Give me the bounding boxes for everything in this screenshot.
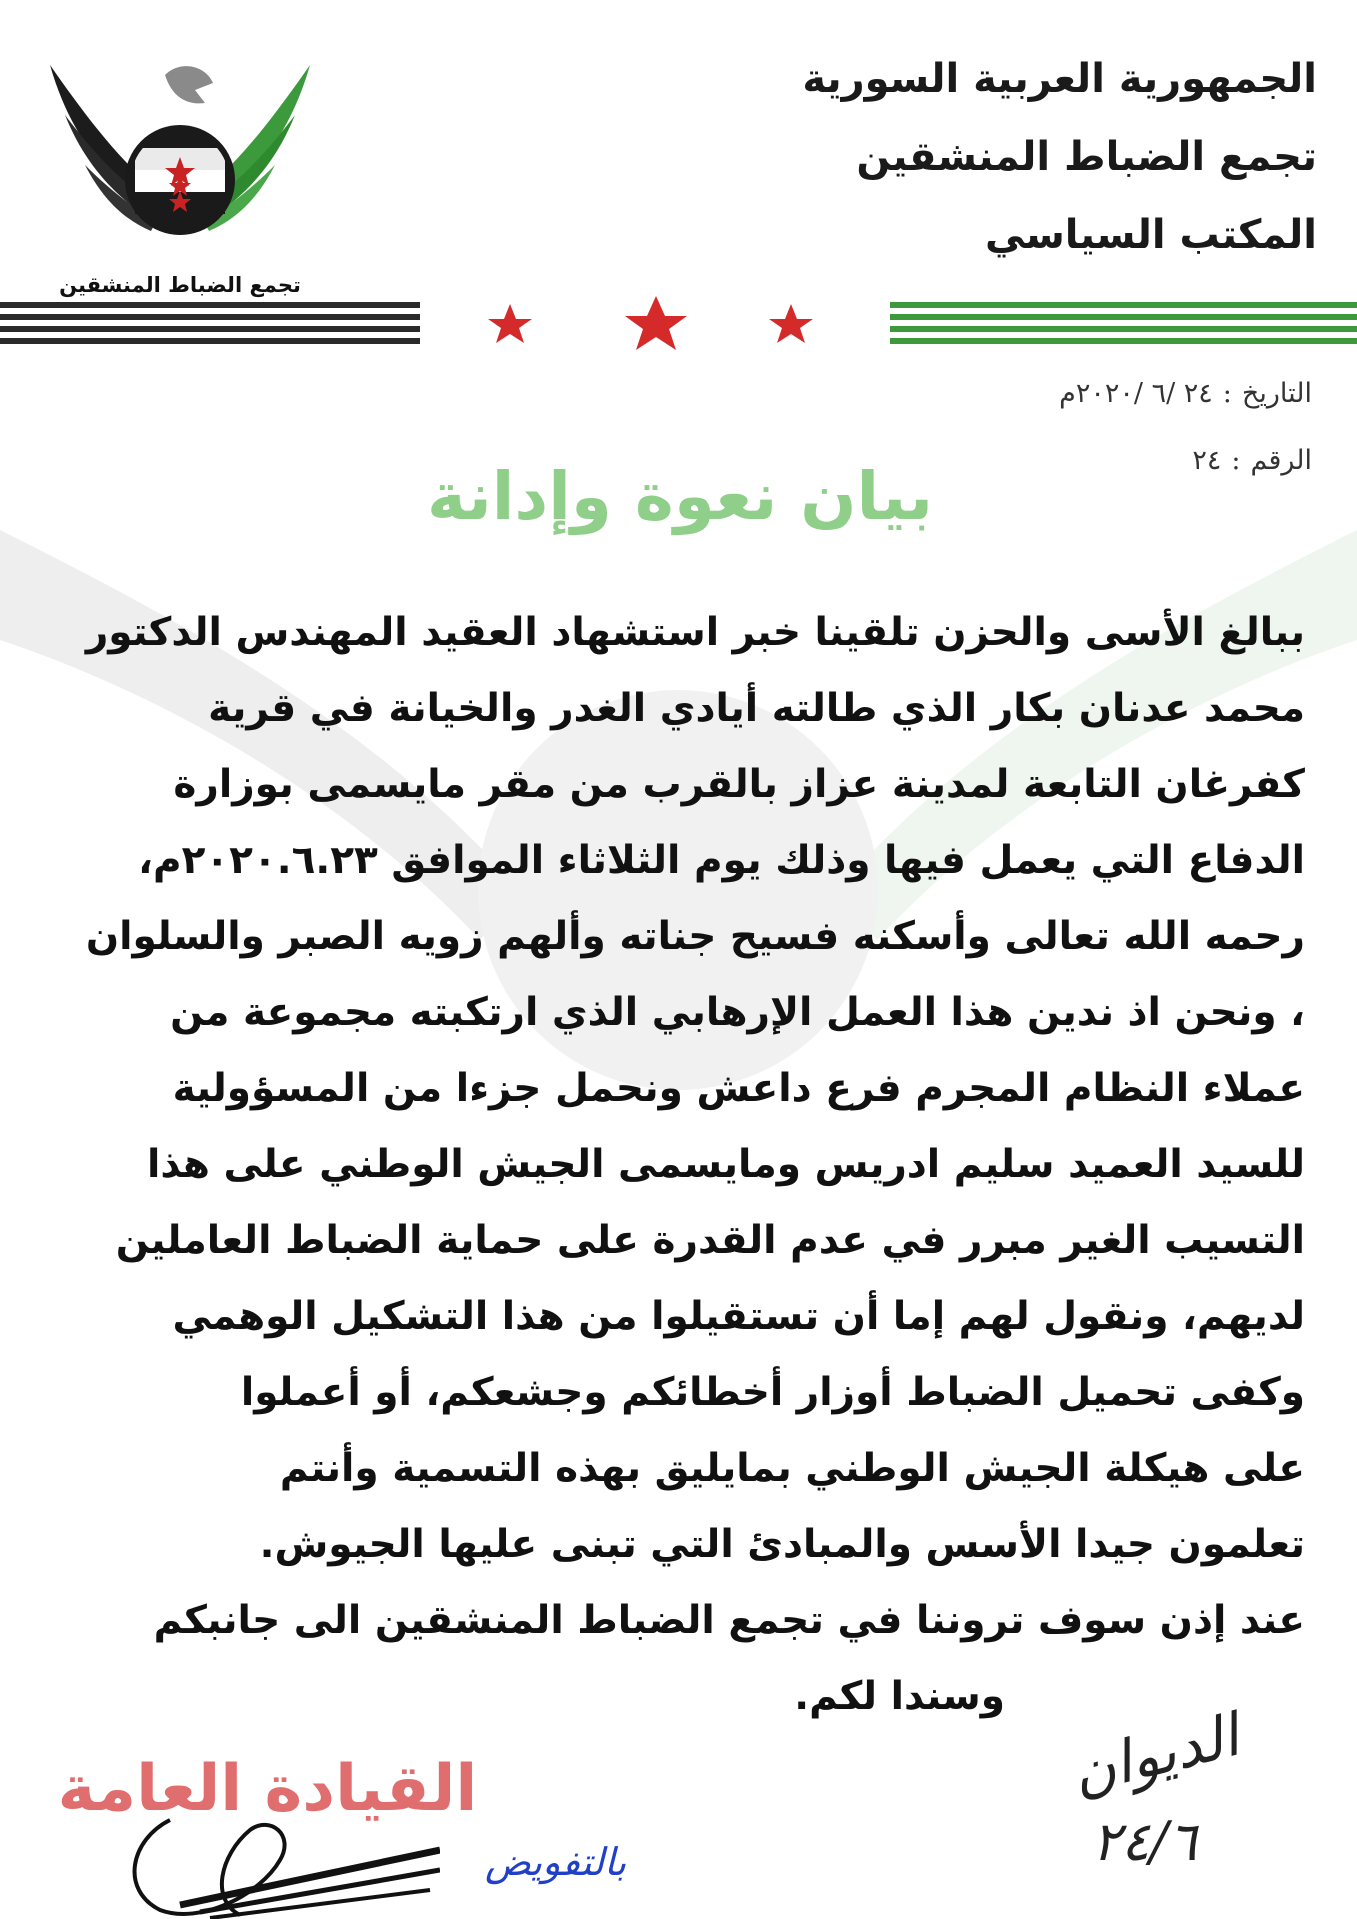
date-value: ٢٤ /٦ /٢٠٢٠م	[1059, 378, 1213, 409]
letterhead-office: المكتب السياسي	[985, 212, 1317, 258]
body-line: رحمه الله تعالى وأسكنه فسيح جناته وألهم زويه الصبر والسلوان	[85, 914, 1305, 959]
reference-number-line: الرقم:٢٤	[1192, 445, 1312, 476]
body-line: للسيد العميد سليم ادريس ومايسمى الجيش الوطني على هذا	[147, 1142, 1305, 1187]
letterhead-country: الجمهورية العربية السورية	[802, 56, 1317, 102]
star-icon	[769, 304, 813, 343]
signature	[110, 1800, 440, 1919]
logo-caption: تجمع الضباط المنشقين	[59, 273, 301, 297]
body-line: التسيب الغير مبرر في عدم القدرة على حماية الضباط العاملين	[115, 1218, 1305, 1263]
body-line: محمد عدنان بكار الذي طالته أيادي الغدر والخيانة في قرية	[208, 686, 1305, 731]
handwritten-registry-note	[977, 1700, 1246, 1900]
handwritten-registry-label: الديوان	[1064, 1701, 1246, 1808]
body-line: وكفى تحميل الضباط أوزار أخطائكم وجشعكم، أو أعملوا	[240, 1370, 1305, 1415]
body-line: على هيكلة الجيش الوطني بمايليق بهذه التسمية وأنتم	[279, 1446, 1305, 1491]
body-line: عند إذن سوف تروننا في تجمع الضباط المنشقين الى جانبكم	[153, 1598, 1305, 1643]
flag-divider	[0, 290, 1357, 360]
letterhead	[757, 40, 1317, 274]
body-line: كفرغان التابعة لمدينة عزاز بالقرب من مقر مايسمى بوزارة	[173, 762, 1305, 807]
star-icon	[488, 304, 532, 343]
date-line: التاريخ:٢٤ /٦ /٢٠٢٠م	[1059, 378, 1312, 409]
star-icon	[625, 296, 687, 350]
body-line: ، ونحن اذ ندين هذا العمل الإرهابي الذي ارتكبته مجموعة من	[170, 990, 1305, 1035]
body-line: عملاء النظام المجرم فرع داعش ونحمل جزءا من المسؤولية	[172, 1066, 1305, 1111]
general-command-stamp: القيادة العامة	[57, 1752, 478, 1826]
black-stripes	[0, 302, 420, 344]
body-line: وسندا لكم.	[794, 1674, 1005, 1719]
handwritten-registry-number: ٢٤/٦	[1091, 1810, 1197, 1873]
number-value: ٢٤	[1192, 445, 1222, 476]
authorization-note: بالتفويض	[485, 1840, 627, 1884]
date-label: التاريخ	[1241, 378, 1312, 409]
eagle-emblem-icon	[45, 45, 315, 270]
body-line: لديهم، ونقول لهم إما أن تستقيلوا من هذا التشكيل الوهمي	[172, 1294, 1305, 1339]
letterhead-organization: تجمع الضباط المنشقين	[856, 134, 1317, 180]
number-label: الرقم	[1250, 445, 1312, 476]
statement-body	[60, 595, 1305, 1735]
body-line: ببالغ الأسى والحزن تلقينا خبر استشهاد العقيد المهندس الدكتور	[85, 610, 1305, 655]
green-stripes	[890, 302, 1357, 344]
body-line: تعلمون جيدا الأسس والمبادئ التي تبنى عليها الجيوش.	[259, 1522, 1305, 1567]
body-line: الدفاع التي يعمل فيها وذلك يوم الثلاثاء الموافق ٢٠٢٠.٦.٢٣م،	[138, 838, 1305, 883]
statement-title: بيان نعوة وإدانة	[426, 458, 934, 535]
logo	[45, 45, 315, 297]
